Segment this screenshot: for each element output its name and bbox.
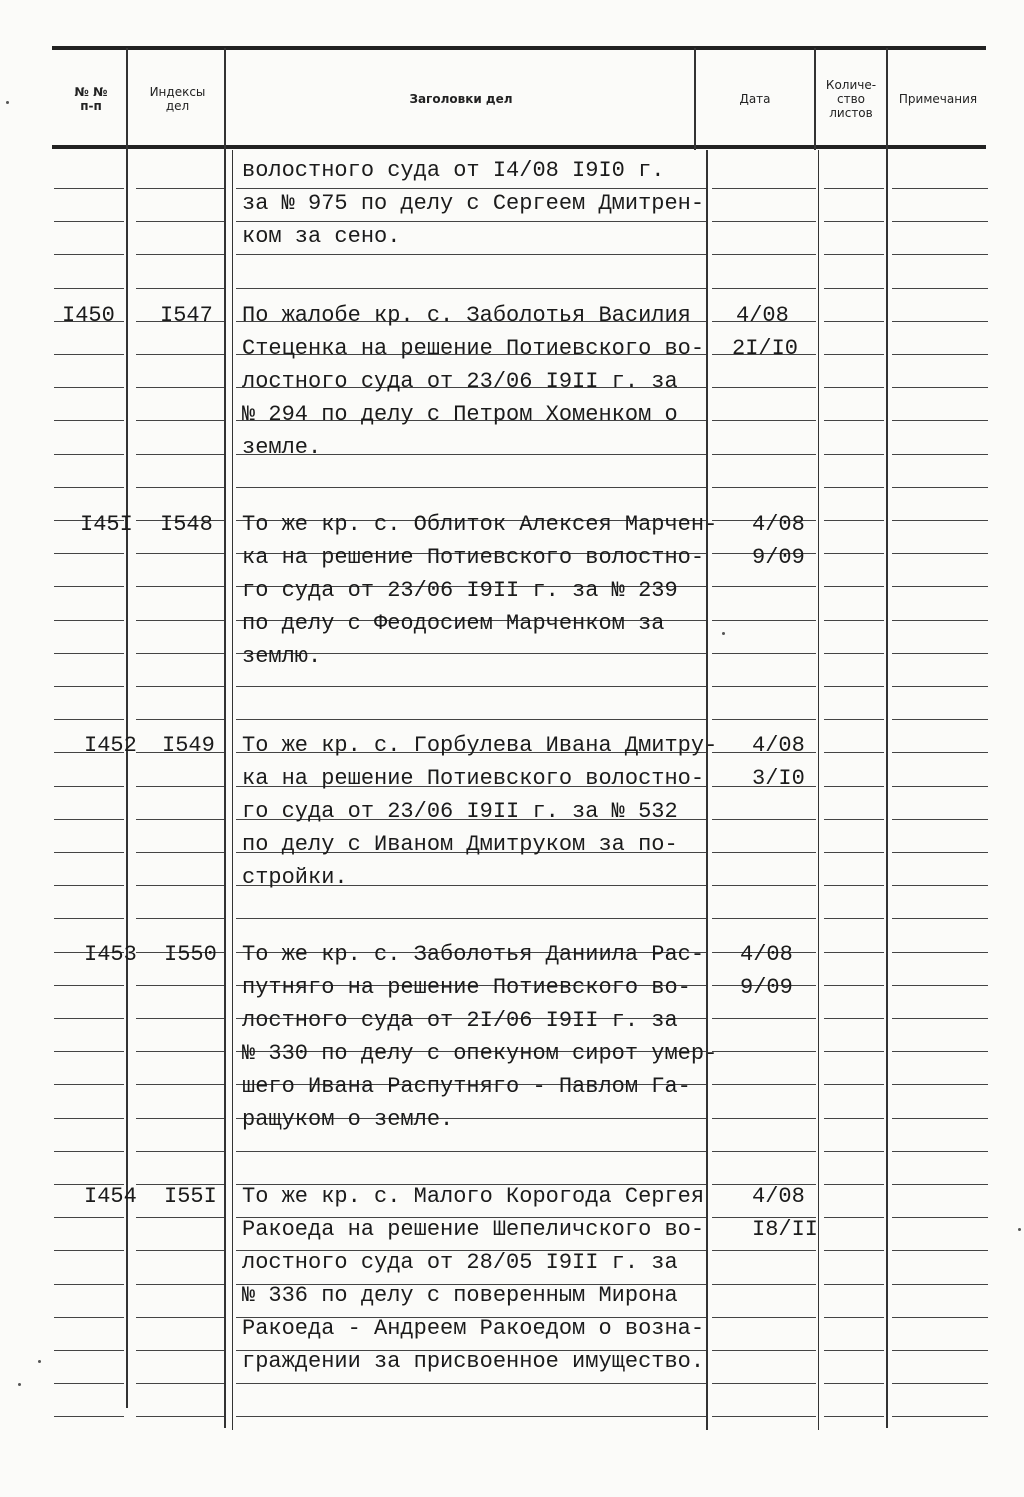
ruled-line bbox=[892, 786, 988, 787]
ruled-line bbox=[712, 1350, 816, 1351]
ruled-line bbox=[892, 752, 988, 753]
title-line: лостного суда от 23/06 I9II г. за bbox=[242, 369, 678, 394]
ruled-line bbox=[236, 1416, 706, 1417]
ruled-line bbox=[712, 1416, 816, 1417]
row-title bbox=[242, 942, 718, 1142]
ruled-line bbox=[236, 719, 706, 720]
ruled-line bbox=[824, 520, 884, 521]
ruled-line bbox=[824, 952, 884, 953]
row-title bbox=[242, 1186, 712, 1384]
ruled-line bbox=[824, 387, 884, 388]
ruled-line bbox=[54, 1250, 124, 1251]
title-line: № 294 по делу с Петром Хоменком о bbox=[242, 402, 678, 427]
scan-speck bbox=[18, 1383, 21, 1386]
header-index: Индексы дел bbox=[149, 85, 206, 113]
ruled-line bbox=[54, 553, 124, 554]
ruled-line bbox=[824, 1151, 884, 1152]
ruled-line bbox=[892, 1416, 988, 1417]
ruled-line bbox=[892, 520, 988, 521]
scan-speck bbox=[722, 632, 725, 635]
title-line: То же кр. с. Горбулева Ивана Дмитру- bbox=[242, 733, 718, 758]
ruled-line bbox=[824, 321, 884, 322]
row-date-start: 4/08 bbox=[736, 303, 789, 328]
title-line: го суда от 23/06 I9II г. за № 239 bbox=[242, 578, 678, 603]
ruled-line bbox=[712, 719, 816, 720]
ruled-line bbox=[824, 586, 884, 587]
title-line: Ракоеда на решение Шепеличского во- bbox=[242, 1217, 705, 1242]
ruled-line bbox=[712, 254, 816, 255]
ruled-line bbox=[824, 786, 884, 787]
ruled-line bbox=[712, 420, 816, 421]
ruled-line bbox=[136, 1084, 224, 1085]
ruled-line bbox=[712, 1151, 816, 1152]
continuation-text bbox=[242, 160, 712, 259]
title-line: Стеценка на решение Потиевского во- bbox=[242, 336, 705, 361]
ruled-line bbox=[712, 852, 816, 853]
ruled-line bbox=[136, 819, 224, 820]
title-line: волостного суда от I4/08 I9I0 г. bbox=[242, 158, 665, 183]
title-line: То же кр. с. Заболотья Даниила Рас- bbox=[242, 942, 705, 967]
ruled-line bbox=[892, 387, 988, 388]
ruled-line bbox=[136, 420, 224, 421]
row-date-end: 9/09 bbox=[740, 975, 793, 1000]
ruled-line bbox=[54, 1217, 124, 1218]
ruled-line bbox=[54, 918, 124, 919]
ruled-line bbox=[54, 985, 124, 986]
ruled-line bbox=[824, 221, 884, 222]
title-line: лостного суда от 2I/06 I9II г. за bbox=[242, 1008, 678, 1033]
title-line: лостного суда от 28/05 I9II г. за bbox=[242, 1250, 678, 1275]
ruled-line bbox=[712, 918, 816, 919]
row-date-start: 4/08 bbox=[752, 733, 805, 758]
ruled-line bbox=[892, 1184, 988, 1185]
ruled-line bbox=[54, 786, 124, 787]
ruled-line bbox=[54, 586, 124, 587]
row-number: I45I bbox=[80, 512, 133, 537]
scan-speck bbox=[38, 1360, 41, 1363]
column-divider bbox=[886, 48, 888, 1428]
ruled-line bbox=[892, 254, 988, 255]
ruled-line bbox=[136, 454, 224, 455]
ruled-line bbox=[136, 288, 224, 289]
ruled-line bbox=[892, 420, 988, 421]
title-line: По жалобе кр. с. Заболотья Василия bbox=[242, 303, 691, 328]
ruled-line bbox=[712, 653, 816, 654]
ruled-line bbox=[136, 1151, 224, 1152]
ruled-line bbox=[892, 553, 988, 554]
ruled-line bbox=[892, 852, 988, 853]
ruled-line bbox=[712, 1018, 816, 1019]
ruled-line bbox=[824, 1383, 884, 1384]
row-title bbox=[242, 512, 718, 679]
ruled-line bbox=[54, 487, 124, 488]
ruled-line bbox=[712, 819, 816, 820]
title-line: за № 975 по делу с Сергеем Дмитрен- bbox=[242, 191, 705, 216]
ruled-line bbox=[136, 1051, 224, 1052]
ruled-line bbox=[712, 1317, 816, 1318]
ruled-line bbox=[236, 1151, 706, 1152]
title-line: № 336 по делу с поверенным Мирона bbox=[242, 1283, 678, 1308]
column-divider bbox=[232, 150, 233, 1430]
ruled-line bbox=[136, 918, 224, 919]
ruled-line bbox=[54, 387, 124, 388]
row-index: I55I bbox=[164, 1184, 217, 1209]
ruled-line bbox=[54, 1018, 124, 1019]
ruled-line bbox=[136, 686, 224, 687]
ruled-line bbox=[136, 553, 224, 554]
ruled-line bbox=[824, 620, 884, 621]
row-title bbox=[242, 733, 718, 900]
ruled-line bbox=[892, 1217, 988, 1218]
ruled-line bbox=[824, 420, 884, 421]
title-line: землю. bbox=[242, 644, 322, 669]
row-number: I454 bbox=[84, 1184, 137, 1209]
ruled-line bbox=[712, 1284, 816, 1285]
ruled-line bbox=[54, 1284, 124, 1285]
ruled-line bbox=[54, 1051, 124, 1052]
ruled-line bbox=[54, 288, 124, 289]
ruled-line bbox=[892, 586, 988, 587]
ruled-line bbox=[824, 354, 884, 355]
title-line: Ракоеда - Андреем Ракоедом о возна- bbox=[242, 1316, 705, 1341]
title-line: То же кр. с. Малого Корогода Сергея bbox=[242, 1184, 705, 1209]
ruled-line bbox=[54, 885, 124, 886]
row-date-end: 9/09 bbox=[752, 545, 805, 570]
ruled-line bbox=[824, 852, 884, 853]
header-notes: Примечания bbox=[898, 92, 978, 106]
ruled-line bbox=[712, 387, 816, 388]
ruled-line bbox=[712, 1051, 816, 1052]
row-index: I548 bbox=[160, 512, 213, 537]
ruled-line bbox=[712, 487, 816, 488]
ruled-line bbox=[892, 985, 988, 986]
row-index: I547 bbox=[160, 303, 213, 328]
title-line: ка на решение Потиевского волостно- bbox=[242, 766, 705, 791]
header-bottom-rule bbox=[52, 145, 986, 149]
ruled-line bbox=[136, 852, 224, 853]
ruled-line bbox=[892, 1350, 988, 1351]
ruled-line bbox=[136, 487, 224, 488]
ruled-line bbox=[712, 454, 816, 455]
ruled-line bbox=[712, 885, 816, 886]
ruled-line bbox=[136, 885, 224, 886]
ruled-line bbox=[892, 321, 988, 322]
title-line: путняго на решение Потиевского во- bbox=[242, 975, 691, 1000]
ruled-line bbox=[892, 454, 988, 455]
ruled-line bbox=[54, 1416, 124, 1417]
title-line: стройки. bbox=[242, 865, 348, 890]
title-line: по делу с Феодосием Марченком за bbox=[242, 611, 665, 636]
ruled-line bbox=[824, 288, 884, 289]
ruled-line bbox=[236, 288, 706, 289]
ruled-line bbox=[54, 620, 124, 621]
ruled-line bbox=[892, 1084, 988, 1085]
ruled-line bbox=[54, 254, 124, 255]
ruled-line bbox=[136, 387, 224, 388]
header-sheets: Количе- ство листов bbox=[825, 78, 877, 120]
ruled-line bbox=[824, 1350, 884, 1351]
ruled-line bbox=[892, 221, 988, 222]
ruled-line bbox=[892, 1317, 988, 1318]
title-line: граждении за присвоенное имущество. bbox=[242, 1349, 705, 1374]
ruled-line bbox=[54, 686, 124, 687]
ruled-line bbox=[136, 1350, 224, 1351]
ruled-line bbox=[824, 254, 884, 255]
ruled-line bbox=[136, 719, 224, 720]
ruled-line bbox=[824, 719, 884, 720]
ruled-line bbox=[136, 1317, 224, 1318]
ruled-line bbox=[136, 985, 224, 986]
ruled-line bbox=[892, 354, 988, 355]
ruled-line bbox=[54, 852, 124, 853]
title-line: земле. bbox=[242, 435, 322, 460]
ruled-line bbox=[824, 1416, 884, 1417]
column-divider bbox=[818, 150, 819, 1430]
ruled-line bbox=[136, 786, 224, 787]
ruled-line bbox=[824, 1284, 884, 1285]
row-number: I453 bbox=[84, 942, 137, 967]
ruled-line bbox=[136, 1250, 224, 1251]
ruled-line bbox=[892, 1250, 988, 1251]
row-number: I452 bbox=[84, 733, 137, 758]
ruled-line bbox=[236, 918, 706, 919]
ruled-line bbox=[136, 354, 224, 355]
header-number: № № п-п bbox=[74, 85, 108, 113]
ruled-line bbox=[892, 719, 988, 720]
title-line: го суда от 23/06 I9II г. за № 532 bbox=[242, 799, 678, 824]
header-title: Заголовки дел bbox=[409, 92, 513, 106]
column-divider bbox=[224, 48, 226, 1428]
ruled-line bbox=[824, 1317, 884, 1318]
ruled-line bbox=[712, 620, 816, 621]
ruled-line bbox=[892, 885, 988, 886]
ruled-line bbox=[54, 819, 124, 820]
ruled-line bbox=[824, 1084, 884, 1085]
ruled-line bbox=[136, 1118, 224, 1119]
row-date-end: I8/II bbox=[752, 1217, 819, 1242]
ruled-line bbox=[712, 1084, 816, 1085]
ruled-line bbox=[892, 952, 988, 953]
title-line: ка на решение Потиевского волостно- bbox=[242, 545, 705, 570]
ruled-line bbox=[712, 586, 816, 587]
ruled-line bbox=[824, 553, 884, 554]
ruled-line bbox=[824, 487, 884, 488]
ruled-line bbox=[712, 288, 816, 289]
ruled-line bbox=[892, 1051, 988, 1052]
ruled-line bbox=[824, 1217, 884, 1218]
row-date-start: 4/08 bbox=[752, 1184, 805, 1209]
row-date-start: 4/08 bbox=[752, 512, 805, 537]
title-line: шего Ивана Распутняго - Павлом Га- bbox=[242, 1074, 691, 1099]
column-divider bbox=[694, 48, 696, 150]
row-index: I550 bbox=[164, 942, 217, 967]
ruled-line bbox=[54, 420, 124, 421]
ruled-line bbox=[892, 620, 988, 621]
ruled-line bbox=[712, 221, 816, 222]
ruled-line bbox=[136, 1284, 224, 1285]
ruled-line bbox=[136, 586, 224, 587]
column-divider bbox=[814, 48, 816, 150]
ruled-line bbox=[892, 487, 988, 488]
title-line: № 330 по делу с опекуном сирот умер- bbox=[242, 1041, 718, 1066]
title-line: То же кр. с. Облиток Алексея Марчен- bbox=[242, 512, 718, 537]
ruled-line bbox=[892, 288, 988, 289]
ruled-line bbox=[54, 1118, 124, 1119]
row-date-end: 2I/I0 bbox=[732, 336, 799, 361]
ruled-line bbox=[54, 1350, 124, 1351]
row-index: I549 bbox=[162, 733, 215, 758]
ruled-line bbox=[136, 221, 224, 222]
ruled-line bbox=[824, 454, 884, 455]
title-line: ком за сено. bbox=[242, 224, 401, 249]
scan-speck bbox=[6, 101, 9, 104]
ruled-line bbox=[824, 1250, 884, 1251]
ruled-line bbox=[136, 1217, 224, 1218]
ruled-line bbox=[892, 1018, 988, 1019]
ruled-line bbox=[54, 454, 124, 455]
ruled-line bbox=[54, 221, 124, 222]
row-number: I450 bbox=[62, 303, 115, 328]
ruled-line bbox=[712, 1383, 816, 1384]
ruled-line bbox=[824, 918, 884, 919]
ruled-line bbox=[54, 1317, 124, 1318]
ruled-line bbox=[136, 1383, 224, 1384]
ruled-line bbox=[712, 188, 816, 189]
ruled-line bbox=[824, 686, 884, 687]
header-date: Дата bbox=[739, 92, 771, 106]
ruled-line bbox=[824, 653, 884, 654]
row-date-start: 4/08 bbox=[740, 942, 793, 967]
ruled-line bbox=[54, 1383, 124, 1384]
ruled-line bbox=[54, 653, 124, 654]
ruled-line bbox=[136, 1018, 224, 1019]
ruled-line bbox=[712, 686, 816, 687]
ruled-line bbox=[824, 819, 884, 820]
ruled-line bbox=[824, 1184, 884, 1185]
ruled-line bbox=[892, 686, 988, 687]
row-date-end: 3/I0 bbox=[752, 766, 805, 791]
ruled-line bbox=[54, 719, 124, 720]
scan-speck bbox=[1018, 1228, 1021, 1231]
ruled-line bbox=[892, 653, 988, 654]
ruled-line bbox=[136, 188, 224, 189]
title-line: ращуком о земле. bbox=[242, 1107, 454, 1132]
ruled-line bbox=[236, 487, 706, 488]
ruled-line bbox=[892, 1118, 988, 1119]
ruled-line bbox=[824, 1051, 884, 1052]
ruled-line bbox=[136, 254, 224, 255]
ruled-line bbox=[712, 1250, 816, 1251]
ruled-line bbox=[54, 188, 124, 189]
ruled-line bbox=[892, 819, 988, 820]
ruled-line bbox=[54, 1084, 124, 1085]
ruled-line bbox=[236, 686, 706, 687]
ruled-line bbox=[136, 653, 224, 654]
ruled-line bbox=[824, 885, 884, 886]
ruled-line bbox=[824, 1018, 884, 1019]
ruled-line bbox=[54, 354, 124, 355]
ruled-line bbox=[824, 1118, 884, 1119]
title-line: по делу с Иваном Дмитруком за по- bbox=[242, 832, 678, 857]
ruled-line bbox=[824, 188, 884, 189]
ruled-line bbox=[136, 1416, 224, 1417]
ruled-line bbox=[892, 1383, 988, 1384]
ruled-line bbox=[824, 752, 884, 753]
ruled-line bbox=[824, 985, 884, 986]
ruled-line bbox=[892, 188, 988, 189]
header-top-rule bbox=[52, 46, 986, 50]
ruled-line bbox=[892, 1284, 988, 1285]
ruled-line bbox=[136, 620, 224, 621]
ruled-line bbox=[892, 1151, 988, 1152]
row-title bbox=[242, 305, 712, 470]
ruled-line bbox=[712, 1118, 816, 1119]
ruled-line bbox=[892, 918, 988, 919]
ruled-line bbox=[54, 1151, 124, 1152]
